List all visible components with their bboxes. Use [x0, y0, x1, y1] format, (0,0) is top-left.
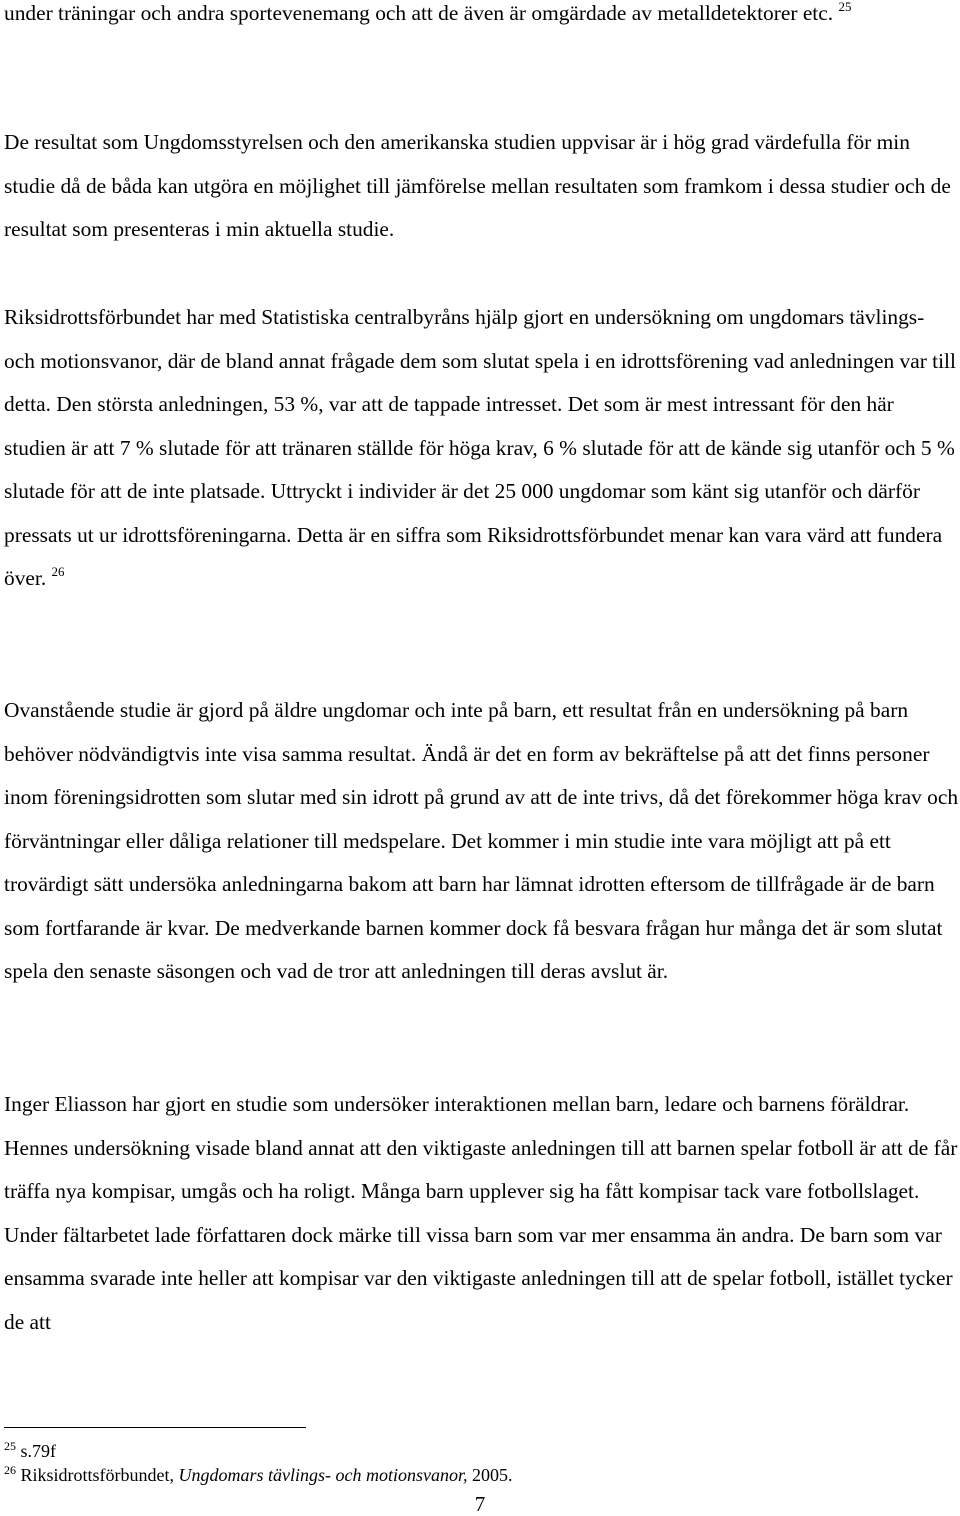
paragraph-2: De resultat som Ungdomsstyrelsen och den amerikanska studien uppvisar är i hög grad värdefulla för min studie då de båda kan utgöra en möjlighet till jämförelse mellan resultaten som framkom i dessa studier och de resultat som presenteras i min aktuella studie. — [4, 130, 951, 241]
paragraph-3 — [4, 296, 960, 601]
footnote-ref-25[interactable]: 25 — [838, 0, 852, 14]
footnote-26 — [4, 1464, 513, 1486]
footnote-text: Riksidrottsförbundet, — [20, 1465, 179, 1485]
footnote-25 — [4, 1440, 56, 1462]
footnote-text-after: 2005. — [467, 1465, 513, 1485]
footnote-number: 25 — [4, 1439, 16, 1453]
paragraph-1-text: under träningar och andra sportevenemang och att de även är omgärdade av metalldetektorer etc. — [4, 1, 834, 25]
paragraph-4: Ovanstående studie är gjord på äldre ungdomar och inte på barn, ett resultat från en undersökning på barn behöver nödvändigtvis inte visa samma resultat. Ändå är det en form av bekräftelse på att det finns personer inom föreningsidrotten som slutar med sin idrott på grund av att de inte trivs, då det förekommer höga krav och förväntningar eller dåliga relationer till medspelare. Det kommer i min studie inte vara möjligt att på ett trovärdigt sätt undersöka anledningarna bakom att barn har lämnat idrotten eftersom de tillfrågade är de barn som fortfarande är kvar. De medverkande barnen kommer dock få besvara frågan hur många det är som slutat spela den senaste säsongen och vad de tror att anledningen till deras avslut är. — [4, 698, 959, 983]
footnote-number: 26 — [4, 1463, 16, 1477]
page-number: 7 — [474, 1492, 486, 1516]
footnote-title: Ungdomars tävlings- och motionsvanor, — [178, 1465, 468, 1485]
footnote-text: s.79f — [20, 1441, 56, 1461]
footnote-ref-26[interactable]: 26 — [51, 564, 65, 579]
footnote-separator — [4, 1427, 306, 1428]
paragraph-1 — [4, 0, 960, 36]
paragraph-5: Inger Eliasson har gjort en studie som undersöker interaktionen mellan barn, ledare och barnens föräldrar. Hennes undersökning visade bland annat att den viktigaste anledningen till att barnen spelar fotboll är att de får träffa nya kompisar, umgås och ha roligt. Många barn upplever sig ha fått kompisar tack vare fotbollslaget. Under fältarbetet lade författaren dock märke till vissa barn som var mer ensamma än andra. De barn som var ensamma svarade inte heller att kompisar var den viktigaste anledningen till att de spelar fotboll, istället tycker de att — [4, 1092, 958, 1334]
paragraph-3-text: Riksidrottsförbundet har med Statistiska centralbyråns hjälp gjort en undersökning om ungdomars tävlings- och motionsvanor, där de bland annat frågade dem som slutat spela i en idrottsförening vad anledningen var till detta. Den största anledningen, 53 %, var att de tappade intresset. Det som är mest intressant för den här studien är att 7 % slutade för att tränaren ställde för höga krav, 6 % slutade för att de kände sig utanför och 5 % slutade för att de inte platsade. Uttryckt i individer är det 25 000 ungdomar som känt sig utanför och därför pressats ut ur idrottsföreningarna. Detta är en siffra som Riksidrottsförbundet menar kan vara värd att fundera över. — [4, 305, 956, 590]
